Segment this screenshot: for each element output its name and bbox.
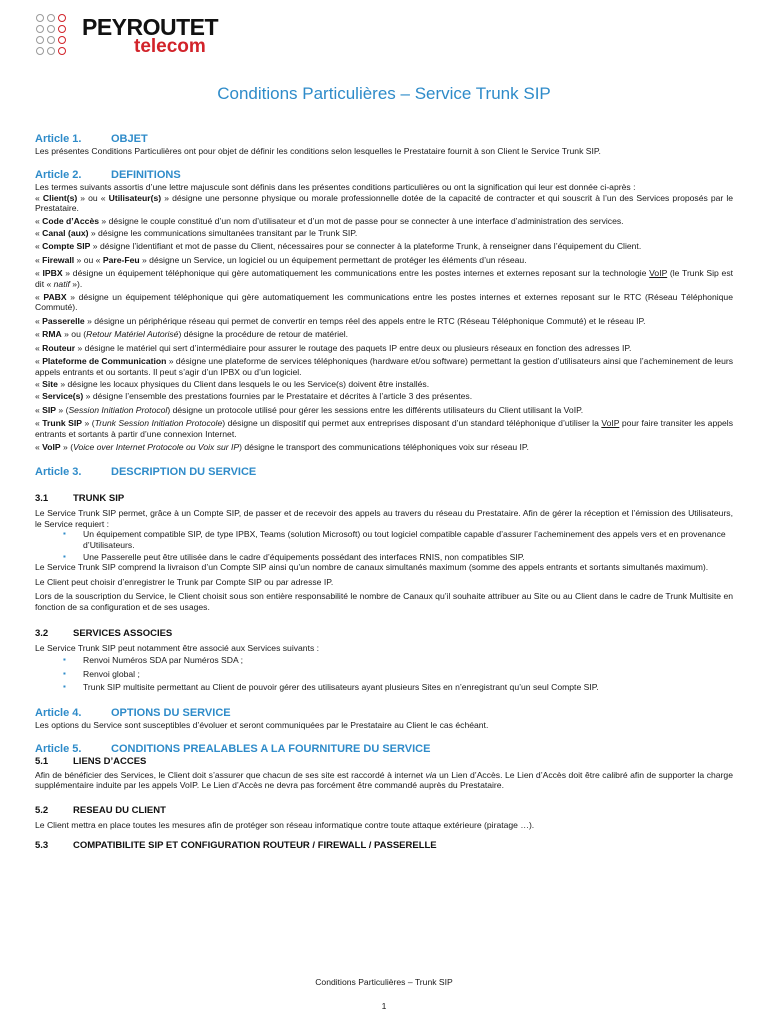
page-footer: Conditions Particulières – Trunk SIP [315, 977, 453, 987]
definition-voip: « VoIP » (Voice over Internet Protocole ou Voix sur IP) désigne le transport des communications téléphoniques voix sur réseau IP. [35, 441, 529, 452]
company-logo [36, 12, 236, 62]
definition-passerelle: « Passerelle » désigne un périphérique réseau qui permet de convertir en temps réel des appels entre le RTC (Réseau Téléphonique Commuté) et le réseau IP. [35, 315, 646, 326]
definition-canal: « Canal (aux) » désigne les communications simultanées transitant par le Trunk SIP. [35, 228, 358, 239]
list-item: ▪ Renvoi global ; [83, 669, 733, 679]
article-1-text: Les présentes Conditions Particulières ont pour objet de définir les conditions selon lesquelles le Prestataire fournit à son Client le Service Trunk SIP. [35, 146, 601, 156]
definition-rma: « RMA » ou (Retour Matériel Autorisé) désigne la procédure de retour de matériel. [35, 329, 349, 340]
definitions-intro: Les termes suivants assortis d’une lettre majuscule sont définis dans les présentes conditions particulières ou ont la signification qui leur est donnée ci-après : [35, 182, 636, 193]
article-5-heading: Article 5. CONDITIONS PREALABLES A LA FOURNITURE DU SERVICE [35, 743, 431, 756]
section-3-1-heading: 3.1 TRUNK SIP [35, 493, 125, 505]
document-title: Conditions Particulières – Service Trunk SIP [217, 84, 551, 103]
list-item: ▪ Un équipement compatible SIP, de type IPBX, Teams (solution Microsoft) ou tout logiciel compatible capable d’assurer l’acheminement des appels vers et en provenance d’Utilisateurs. [83, 529, 733, 550]
section-3-1-text-4: Lors de la souscription du Service, le Client choisit sous son entière responsabilité le nombre de Canaux qu’il souhaite attribuer au Site ou au Client dans le cadre de Trunk Multisite en fonction de sa configuration et de ses usages. [35, 591, 733, 612]
logo-sub: telecom [134, 36, 206, 57]
section-3-2-intro: Le Service Trunk SIP peut notamment être associé aux Services suivants : [35, 643, 320, 653]
definition-code-acces: « Code d’Accès » désigne le couple constitué d’un nom d’utilisateur et d’un mot de passe pour se connecter à une interface d’administration des services. [35, 215, 624, 226]
article-3-heading: Article 3. DESCRIPTION DU SERVICE [35, 466, 257, 479]
list-item: ▪ Une Passerelle peut être utilisée dans le cadre d’équipements possédant des interfaces RNIS, non compatibles SIP. [83, 552, 733, 562]
definition-client: « Client(s) » ou « Utilisateur(s) » désigne une personne physique ou morale professionnelle dotée de la capacité de contracter et qui souscrit à l’un des Services proposés par le Prestataire. [35, 192, 734, 214]
section-5-1-heading: 5.1 LIENS D’ACCES [35, 756, 147, 768]
definition-trunk-sip: « Trunk SIP » (Trunk Session Initiation Protocole) désigne un dispositif qui permet aux entreprises disposant d’un standard téléphonique d’utiliser la VoIP pour faire transiter les appels entrants et sortants à partir d’une connexion Internet. [35, 418, 733, 439]
definition-ipbx: « IPBX » désigne un équipement téléphonique qui gère automatiquement les communications entre les postes internes et externes reposant sur la technologie VoIP (le Trunk Sip est dit « natif »). [35, 268, 733, 289]
section-3-1-text-2: Le Service Trunk SIP comprend la livraison d’un Compte SIP ainsi qu’un nombre de canaux simultanés maximum (somme des appels entrants et sortants simultanés maximum). [35, 562, 709, 573]
document-body [35, 133, 733, 852]
section-3-1-text-3: Le Client peut choisir d’enregistrer le Trunk par Compte SIP ou par adresse IP. [35, 576, 334, 587]
definition-site: « Site » désigne les locaux physiques du Client dans lesquels le ou les Service(s) doivent être installés. [35, 378, 430, 389]
definition-services: « Service(s) » désigne l’ensemble des prestations fournies par le Prestataire et décrites à l’article 3 des présentes. [35, 391, 473, 402]
definition-routeur: « Routeur » désigne le matériel qui sert d’intermédiaire pour assurer le routage des paquets IP entre deux ou plusieurs réseaux en fonction des adresses IP. [35, 342, 632, 353]
section-5-1-text: Afin de bénéficier des Services, le Client doit s’assurer que chacun de ses site est raccordé à internet via un Lien d’Accès. Le Lien d’Accès doit être calibré afin de supporter la charge supplémentaire induite par les appels VoIP. Le Lien d’Accès ne devra pas forcément être commandé auprès du Prestataire. [35, 770, 733, 791]
section-5-3-heading: 5.3 COMPATIBILITE SIP ET CONFIGURATION ROUTEUR / FIREWALL / PASSERELLE [35, 840, 437, 852]
list-item: ▪ Renvoi Numéros SDA par Numéros SDA ; [83, 655, 733, 665]
definition-firewall: « Firewall » ou « Pare-Feu » désigne un Service, un logiciel ou un équipement permettant de protéger les éléments d’un réseau. [35, 254, 527, 265]
definition-pabx: « PABX » désigne un équipement téléphonique qui gère automatiquement les communications entre les postes internes et externes reposant sur le RTC (Réseau Téléphonique Commuté). [35, 292, 733, 313]
definition-compte-sip: « Compte SIP » désigne l’identifiant et mot de passe du Client, nécessaires pour se connecter à la plateforme Trunk, à renseigner dans l’équipement du Client. [35, 241, 642, 252]
section-5-2-heading: 5.2 RESEAU DU CLIENT [35, 804, 166, 816]
logo-dot-grid-icon [36, 14, 80, 58]
article-4-heading: Article 4. OPTIONS DU SERVICE [35, 706, 231, 719]
article-2-heading: Article 2. DEFINITIONS [35, 169, 181, 182]
section-5-2-text: Le Client mettra en place toutes les mesures afin de protéger son réseau informatique contre toute attaque extérieure (piratage …). [35, 819, 535, 830]
logo-brand: PEYROUTET [82, 14, 219, 40]
section-3-2-bullets [35, 655, 733, 692]
article-1-heading: Article 1. OBJET [35, 133, 148, 145]
section-3-2-heading: 3.2 SERVICES ASSOCIES [35, 628, 173, 639]
definition-sip: « SIP » (Session Initiation Protocol) désigne un protocole utilisé pour gérer les sessions entre les différents utilisateurs du Client utilisant la VoIP. [35, 404, 584, 415]
section-3-1-intro: Le Service Trunk SIP permet, grâce à un Compte SIP, de passer et de recevoir des appels au travers du réseau du Prestataire. Afin de gérer la réception et l’émission des Utilisateurs, le Service requiert : [35, 508, 733, 529]
list-item: ▪ Trunk SIP multisite permettant au Client de pouvoir gérer des utilisateurs ayant plusieurs Sites en n’enregistrant qu’un seul Compte SIP. [83, 682, 733, 692]
definition-plateforme: « Plateforme de Communication » désigne une plateforme de services téléphoniques (hardware et/ou software) permettant la gestion d’utilisateurs ainsi que l’acheminement de leurs appels entrants et ou sortants. Il peut s’agir d’un IPBX ou d’un logiciel. [35, 356, 734, 377]
article-4-text: Les options du Service sont susceptibles d’évoluer et seront communiquées par le Prestataire au Client le cas échéant. [35, 719, 489, 730]
page-number: 1 [381, 1001, 387, 1011]
section-3-1-bullets [35, 529, 733, 562]
